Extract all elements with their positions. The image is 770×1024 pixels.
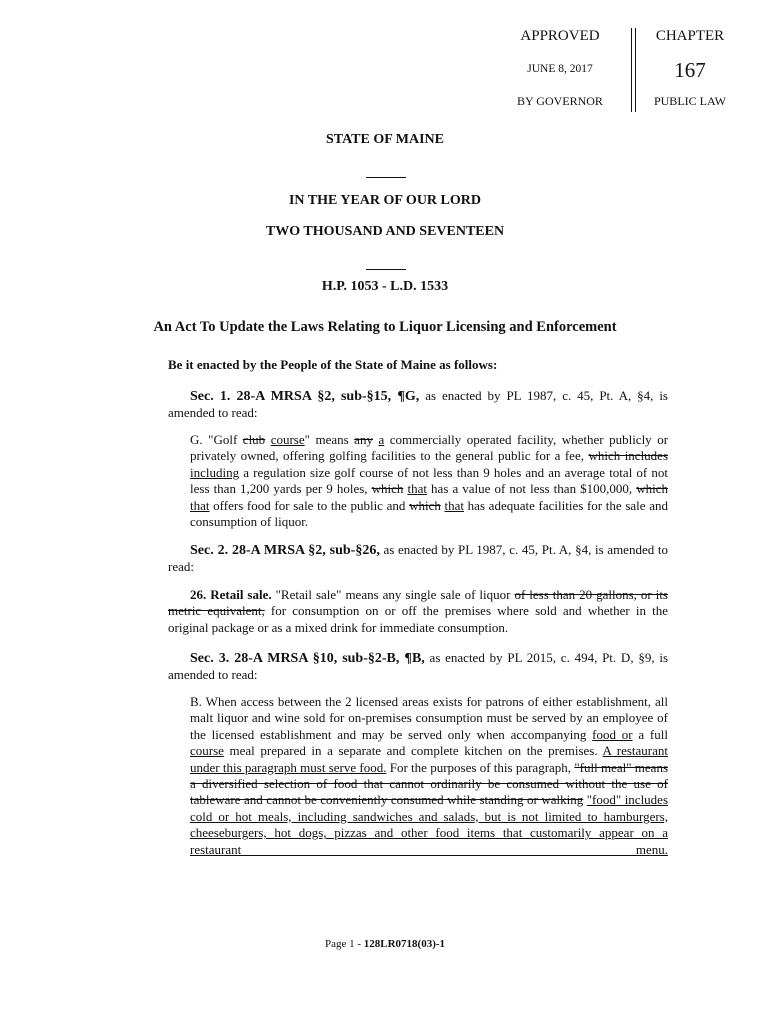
- section-3-intro: Sec. 3. 28-A MRSA §10, sub-§2-B, ¶B, as enacted by PL 2015, c. 494, Pt. D, §9, is amended to read:: [168, 650, 668, 683]
- section-2-body: 26. Retail sale. "Retail sale" means any single sale of liquor of less than 20 gallons, or its metric equivalent, for consumption on or off the premises where sold and whether in the original package or as a mixed drink for immediate consumption.: [168, 587, 668, 635]
- section-2-heading: Sec. 2. 28-A MRSA §2, sub-§26,: [190, 543, 380, 558]
- year-line-1: IN THE YEAR OF OUR LORD: [288, 193, 481, 208]
- title-divider: [366, 269, 406, 270]
- act-title: An Act To Update the Laws Relating to Liquor Licensing and Enforcement: [153, 319, 617, 335]
- title-divider: [366, 177, 406, 178]
- document-id: 128LR0718(03)-1: [363, 938, 446, 950]
- bill-id: H.P. 1053 - L.D. 1533: [321, 279, 449, 294]
- section-2-intro: Sec. 2. 28-A MRSA §2, sub-§26, as enacted by PL 1987, c. 45, Pt. A, §4, is amended to read:: [168, 542, 668, 575]
- section-1-body: G. "Golf club course" means any a commercially operated facility, whether publicly or privately owned, offering golfing facilities to the general public for a fee, which includes including a regulation size golf course of not less than 9 holes and an average total of not less than 1,200 yards per 9 holes, which that has a value of not less than $100,000, which that offers food for sale to the public and which that has adequate facilities for the sale and consumption of liquor.: [190, 432, 669, 530]
- section-3-heading: Sec. 3. 28-A MRSA §10, sub-§2-B, ¶B,: [190, 651, 425, 666]
- header-divider: [631, 28, 636, 112]
- approved-label: APPROVED: [520, 28, 600, 44]
- section-1-intro: Sec. 1. 28-A MRSA §2, sub-§15, ¶G, as enacted by PL 1987, c. 45, Pt. A, §4, is amended to read:: [168, 388, 668, 421]
- approval-date: JUNE 8, 2017: [527, 63, 593, 75]
- state-title: STATE OF MAINE: [326, 132, 444, 147]
- law-type: PUBLIC LAW: [653, 94, 727, 108]
- enacting-clause: Be it enacted by the People of the State of Maine as follows:: [168, 357, 498, 372]
- section-1-heading: Sec. 1. 28-A MRSA §2, sub-§15, ¶G,: [190, 389, 420, 404]
- page-footer: [0, 938, 770, 950]
- chapter-label: CHAPTER: [655, 28, 725, 44]
- year-line-2: TWO THOUSAND AND SEVENTEEN: [265, 224, 505, 239]
- section-3-body: B. When access between the 2 licensed areas exists for patrons of either establishment, all malt liquor and wine sold for on-premises consumption must be served by an employee of the licensed establishment and may be served only when accompanying food or a full course meal prepared in a separate and complete kitchen on the premises. A restaurant under this paragraph must serve food. For the purposes of this paragraph, "full meal" means a diversified selection of food that cannot ordinarily be consumed without the use of tableware and cannot be conveniently consumed while standing or walking "food" includes cold or hot meals, including sandwiches and salads, but is not limited to hamburgers, cheeseburgers, hot dogs, pizzas and other food items that customarily appear on a restaurant menu.: [190, 694, 669, 857]
- chapter-number: 167: [674, 58, 706, 82]
- page-number: Page 1 -: [324, 938, 364, 950]
- approved-by: BY GOVERNOR: [517, 94, 603, 108]
